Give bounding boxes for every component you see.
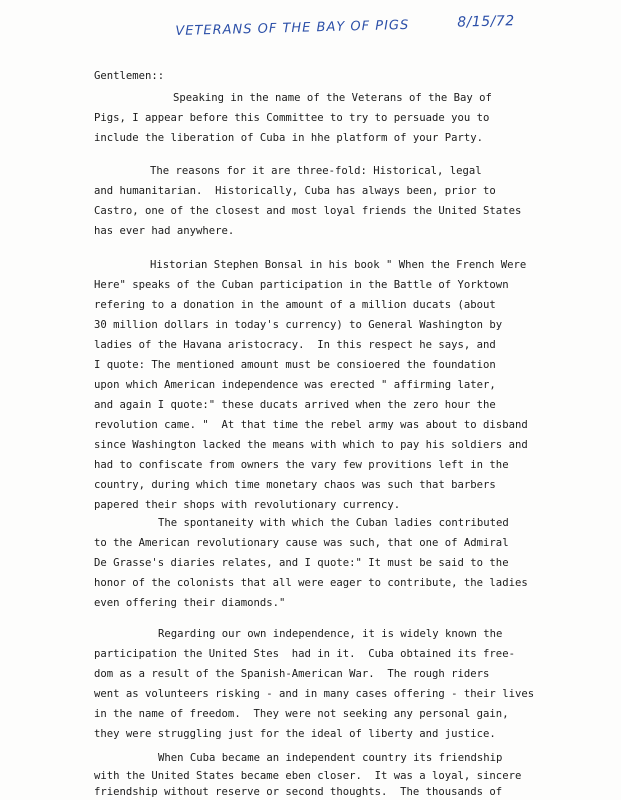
paragraph-3-line-6: I quote: The mentioned amount must be consioered the foundation: [94, 359, 496, 371]
paragraph-1-line-2: Pigs, I appear before this Committee to try to persuade you to: [94, 112, 490, 124]
paragraph-3-line-4: 30 million dollars in today's currency) to General Washington by: [94, 319, 503, 331]
paragraph-3-line-5: ladies of the Havana aristocracy. In this respect he says, and: [94, 339, 496, 351]
paragraph-3-line-1: Historian Stephen Bonsal in his book " When the French Were: [150, 259, 527, 271]
salutation: Gentlemen::: [94, 70, 165, 82]
paragraph-5-line-2: participation the United Stes had in it. Cuba obtained its free-: [94, 648, 515, 660]
paragraph-5-line-3: dom as a result of the Spanish-American War. The rough riders: [94, 668, 490, 680]
paragraph-1-line-3: include the liberation of Cuba in hhe platform of your Party.: [94, 132, 484, 144]
paragraph-4-line-5: even offering their diamonds.": [94, 597, 286, 609]
paragraph-2-line-2: and humanitarian. Historically, Cuba has always been, prior to: [94, 185, 496, 197]
paragraph-5-line-5: in the name of freedom. They were not seeking any personal gain,: [94, 708, 509, 720]
paragraph-1-line-1: Speaking in the name of the Veterans of the Bay of: [173, 92, 492, 104]
paragraph-4-line-4: honor of the colonists that all were eager to contribute, the ladies: [94, 577, 528, 589]
paragraph-4-line-1: The spontaneity with which the Cuban ladies contributed: [158, 517, 509, 529]
paragraph-5-line-6: they were struggling just for the ideal of liberty and justice.: [94, 728, 496, 740]
paragraph-4-line-2: to the American revolutionary cause was such, that one of Admiral: [94, 537, 509, 549]
paragraph-5-line-4: went as volunteers risking - and in many cases offering - their lives: [94, 688, 535, 700]
paragraph-6-line-1: When Cuba became an independent country its friendship: [158, 752, 503, 764]
paragraph-2-line-3: Castro, one of the closest and most loyal friends the United States: [94, 205, 522, 217]
paragraph-3-line-12: country, during which time monetary chaos was such that barbers: [94, 479, 496, 491]
paragraph-6-line-2: with the United States became eben closer. It was a loyal, sincere: [94, 770, 522, 782]
paragraph-3-line-8: and again I quote:" these ducats arrived when the zero hour the: [94, 399, 496, 411]
paragraph-5-line-1: Regarding our own independence, it is widely known the: [158, 628, 503, 640]
paragraph-3-line-13: papered their shops with revolutionary currency.: [94, 499, 401, 511]
paragraph-4-line-3: De Grasse's diaries relates, and I quote:" It must be said to the: [94, 557, 509, 569]
paragraph-2-line-4: has ever had anywhere.: [94, 225, 235, 237]
paragraph-3-line-7: upon which American independence was erected " affirming later,: [94, 379, 496, 391]
paragraph-3-line-9: revolution came. " At that time the rebel army was about to disband: [94, 419, 528, 431]
paragraph-2-line-1: The reasons for it are three-fold: Historical, legal: [150, 165, 482, 177]
paragraph-3-line-3: refering to a donation in the amount of a million ducats (about: [94, 299, 496, 311]
paragraph-3-line-11: had to confiscate from owners the vary few provitions left in the: [94, 459, 509, 471]
paragraph-3-line-2: Here" speaks of the Cuban participation in the Battle of Yorktown: [94, 279, 509, 291]
handwritten-date: 8/15/72: [457, 13, 515, 31]
paragraph-6-line-3: friendship without reserve or second thoughts. The thousands of: [94, 786, 503, 798]
paragraph-3-line-10: since Washington lacked the means with which to pay his soldiers and: [94, 439, 528, 451]
handwritten-header: [175, 7, 536, 46]
handwritten-title: VETERANS OF THE BAY OF PIGS: [175, 17, 410, 39]
